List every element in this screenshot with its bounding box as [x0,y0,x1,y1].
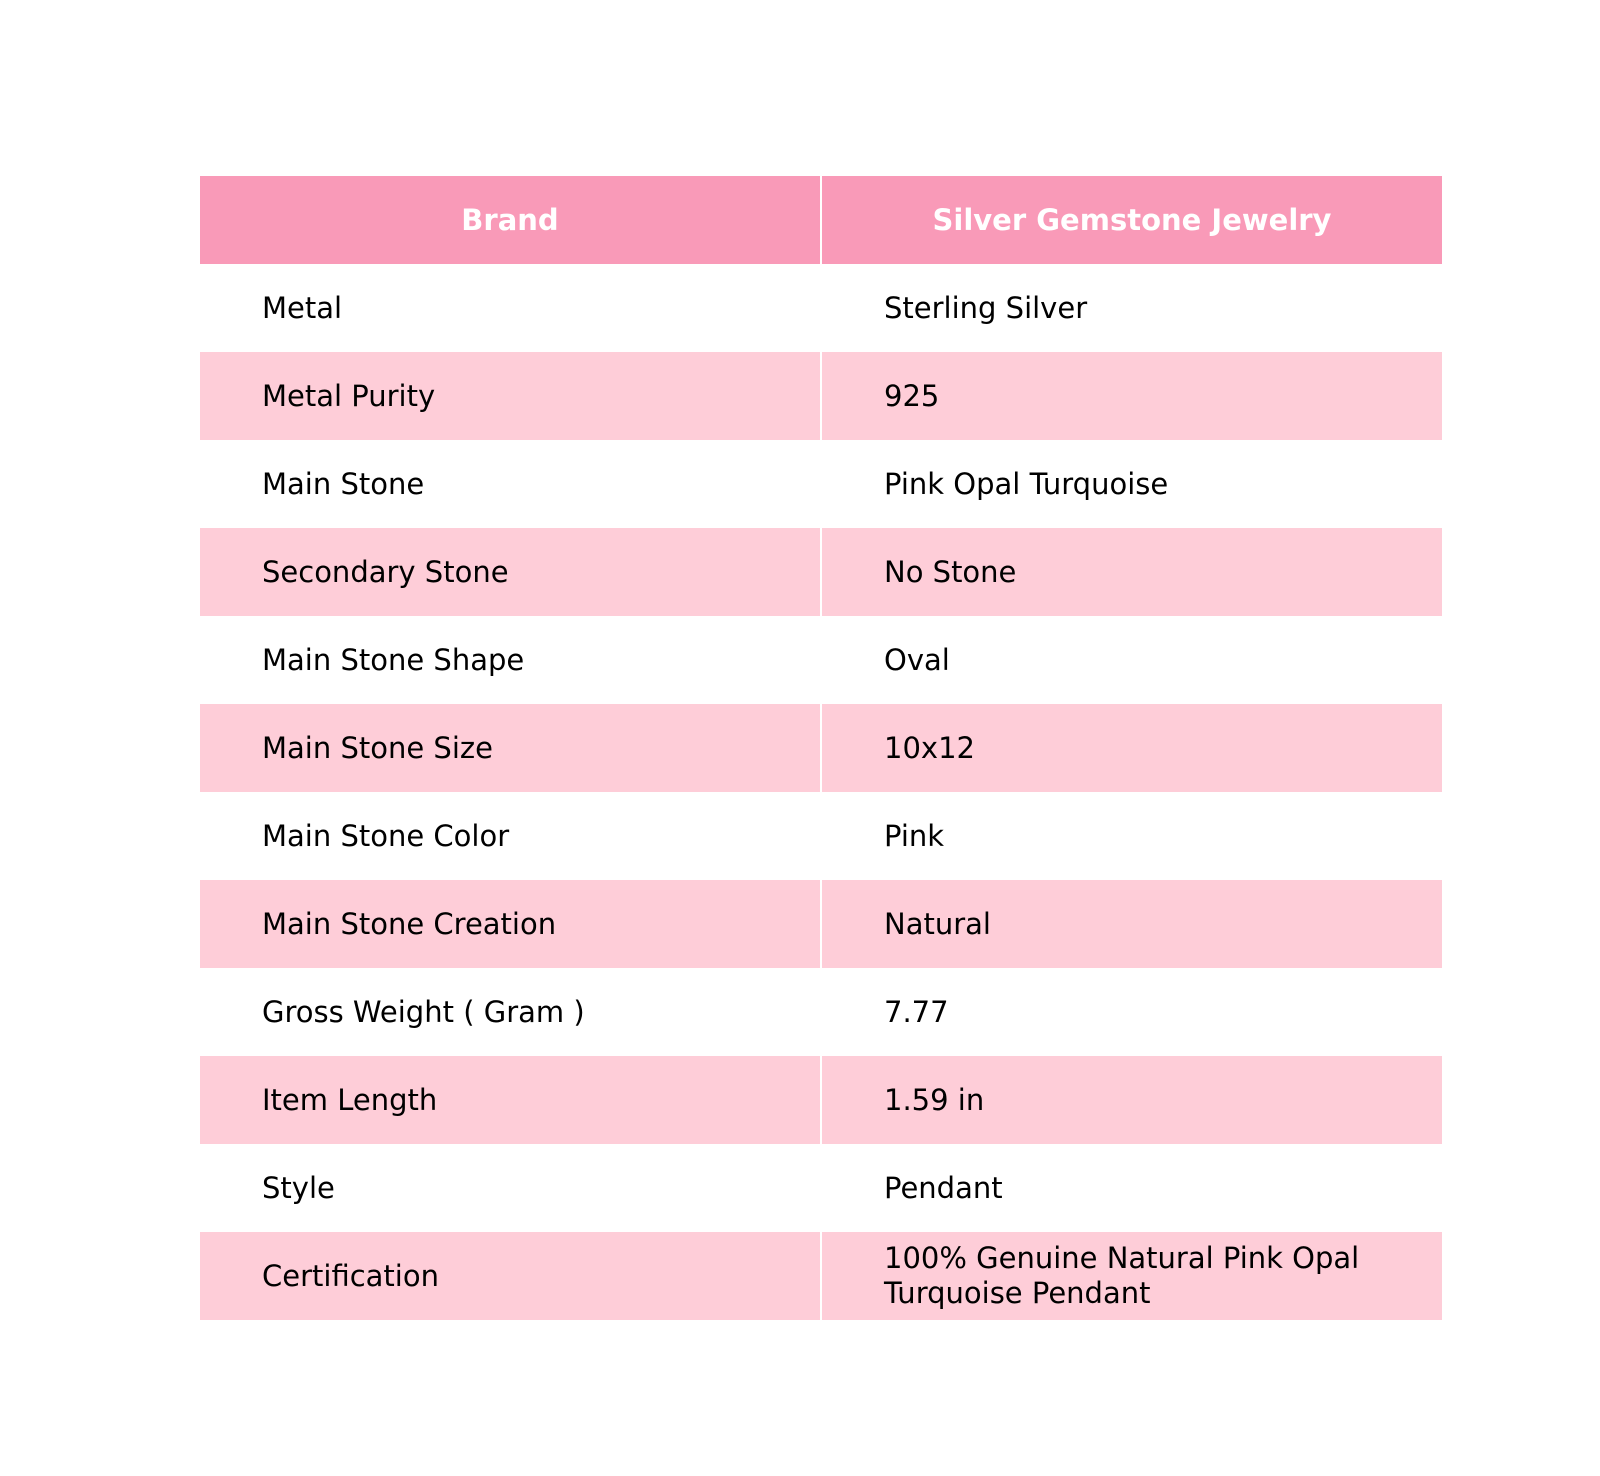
attribute-label-cell: Metal [200,264,821,352]
header-row [200,176,1442,264]
attribute-label-cell: Main Stone Creation [200,880,821,968]
table-row [200,968,1442,1056]
table-row [200,792,1442,880]
table-row [200,264,1442,352]
spec-table [200,176,1442,1320]
attribute-label-cell: Main Stone Size [200,704,821,792]
table-row [200,528,1442,616]
attribute-label-cell: Secondary Stone [200,528,821,616]
attribute-value-cell: 100% Genuine Natural Pink Opal Turquoise Pendant [821,1232,1442,1320]
table-row [200,440,1442,528]
attribute-label-cell: Main Stone [200,440,821,528]
attribute-value-cell: Sterling Silver [821,264,1442,352]
attribute-value-cell: Natural [821,880,1442,968]
table-row [200,1144,1442,1232]
attribute-label-cell: Item Length [200,1056,821,1144]
attribute-value-cell: Oval [821,616,1442,704]
attribute-value-cell: 925 [821,352,1442,440]
attribute-label-cell: Metal Purity [200,352,821,440]
attribute-value-cell: Pendant [821,1144,1442,1232]
table-row [200,352,1442,440]
table-row [200,704,1442,792]
table-row [200,1056,1442,1144]
table-row [200,880,1442,968]
attribute-label-cell: Main Stone Shape [200,616,821,704]
table-header [200,176,1442,264]
attribute-value-cell: 10x12 [821,704,1442,792]
attribute-label-cell: Gross Weight ( Gram ) [200,968,821,1056]
attribute-label-cell: Certification [200,1232,821,1320]
attribute-value-cell: Pink Opal Turquoise [821,440,1442,528]
attribute-value-cell: Pink [821,792,1442,880]
table-row [200,616,1442,704]
table-body [200,264,1442,1320]
attribute-label-cell: Main Stone Color [200,792,821,880]
attribute-value-cell: No Stone [821,528,1442,616]
header-cell-value: Silver Gemstone Jewelry [821,176,1442,264]
attribute-value-cell: 7.77 [821,968,1442,1056]
attribute-label-cell: Style [200,1144,821,1232]
header-cell-brand: Brand [200,176,821,264]
table-row [200,1232,1442,1320]
attribute-value-cell: 1.59 in [821,1056,1442,1144]
